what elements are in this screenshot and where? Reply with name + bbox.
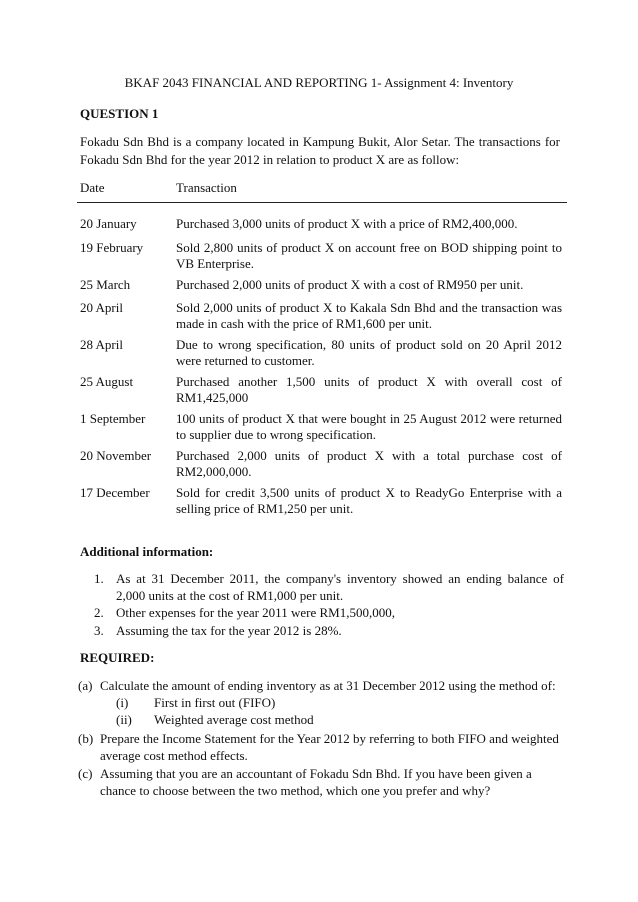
table-header-rule xyxy=(77,202,567,203)
transaction-text: 100 units of product X that were bought in 25 August 2012 were returned to supplier due to wrong specification. xyxy=(176,411,562,442)
transaction-date: 28 April xyxy=(80,337,123,352)
transaction-date: 20 April xyxy=(80,300,123,315)
requirement-text: Calculate the amount of ending inventory as at 31 December 2012 using the method of: xyxy=(100,678,556,693)
transaction-date: 25 August xyxy=(80,374,134,389)
list-item-number: 2. xyxy=(94,605,104,620)
column-header-date: Date xyxy=(80,180,105,195)
requirement-label: (a) xyxy=(78,678,93,693)
list-item-text: As at 31 December 2011, the company's inventory showed an ending balance of 2,000 units at the cost of RM1,000 per unit. xyxy=(116,571,564,603)
subitem-label: (i) xyxy=(116,695,129,710)
list-item-text: Assuming the tax for the year 2012 is 28%. xyxy=(116,623,342,638)
transaction-text: Purchased 2,000 units of product X with a cost of RM950 per unit. xyxy=(176,277,524,292)
subitem-label: (ii) xyxy=(116,712,132,727)
transaction-text: Purchased 2,000 units of product X with a total purchase cost of RM2,000,000. xyxy=(176,448,562,479)
list-item-number: 1. xyxy=(94,571,104,586)
list-item-number: 3. xyxy=(94,623,104,638)
transaction-text: Sold 2,800 units of product X on account free on BOD shipping point to VB Enterprise. xyxy=(176,240,562,271)
list-item-text: Other expenses for the year 2011 were RM1,500,000, xyxy=(116,605,395,620)
question-heading: QUESTION 1 xyxy=(80,106,159,121)
requirement-text: Assuming that you are an accountant of Fokadu Sdn Bhd. If you have been given a chance to choose between the two method, which one you prefer and why? xyxy=(100,766,532,798)
transaction-text: Sold 2,000 units of product X to Kakala Sdn Bhd and the transaction was made in cash with the price of RM1,600 per unit. xyxy=(176,300,562,331)
column-header-transaction: Transaction xyxy=(176,180,237,195)
transaction-date: 17 December xyxy=(80,485,150,500)
transaction-date: 1 September xyxy=(80,411,146,426)
requirement-label: (c) xyxy=(78,766,93,781)
requirement-label: (b) xyxy=(78,731,94,746)
question-intro: Fokadu Sdn Bhd is a company located in Kampung Bukit, Alor Setar. The transactions for Fokadu Sdn Bhd for the year 2012 in relation to product X are as follow: xyxy=(80,134,560,167)
requirement-text: Prepare the Income Statement for the Year 2012 by referring to both FIFO and weighted average cost method effects. xyxy=(100,731,559,763)
transaction-text: Due to wrong specification, 80 units of product sold on 20 April 2012 were returned to customer. xyxy=(176,337,562,368)
additional-info-heading: Additional information: xyxy=(80,544,214,559)
transaction-date: 20 January xyxy=(80,216,137,231)
transaction-date: 20 November xyxy=(80,448,152,463)
subitem-text: Weighted average cost method xyxy=(154,712,314,727)
subitem-text: First in first out (FIFO) xyxy=(154,695,276,710)
transaction-text: Purchased 3,000 units of product X with a price of RM2,400,000. xyxy=(176,216,518,231)
transaction-text: Purchased another 1,500 units of product X with overall cost of RM1,425,000 xyxy=(176,374,562,405)
transaction-date: 25 March xyxy=(80,277,131,292)
document-title: BKAF 2043 FINANCIAL AND REPORTING 1- Assignment 4: Inventory xyxy=(124,75,514,90)
transaction-text: Sold for credit 3,500 units of product X to ReadyGo Enterprise with a selling price of RM1,250 per unit. xyxy=(176,485,562,516)
transaction-date: 19 February xyxy=(80,240,144,255)
required-heading: REQUIRED: xyxy=(80,650,155,665)
